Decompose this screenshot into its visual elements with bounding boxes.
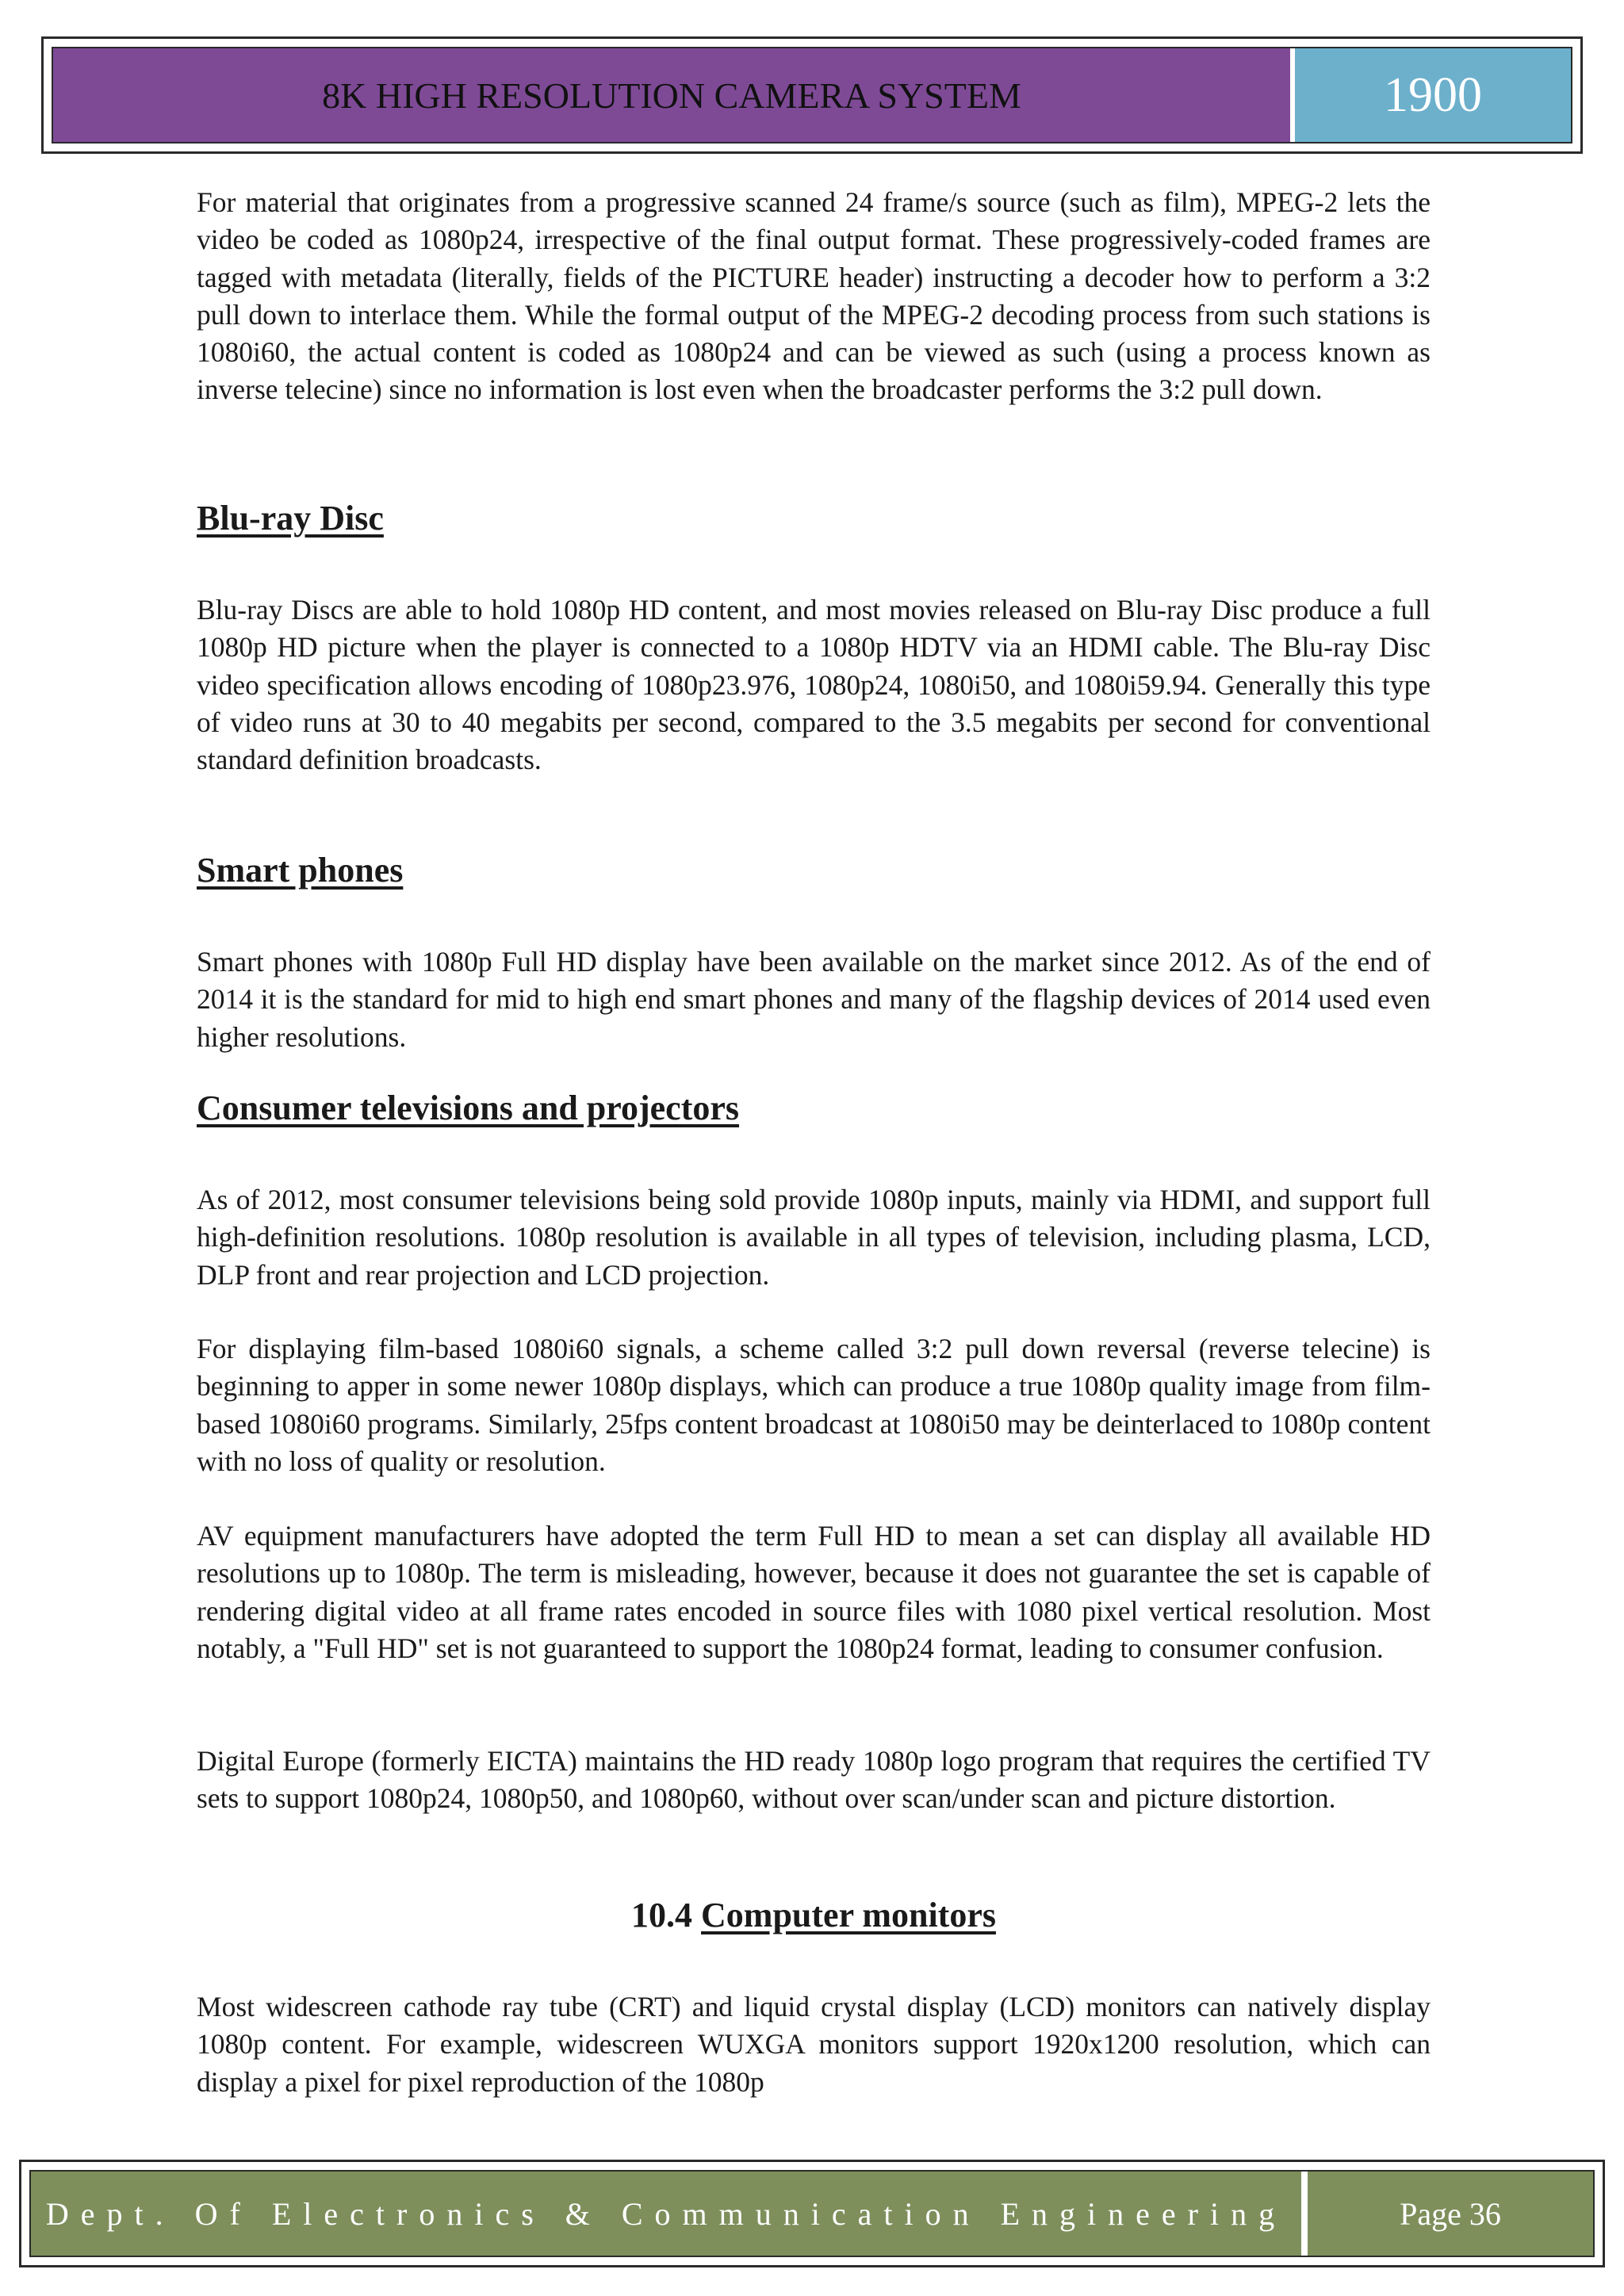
header-number: 1900 — [1295, 48, 1571, 142]
paragraph-digital-europe: Digital Europe (formerly EICTA) maintains the HD ready 1080p logo program that requires the certified TV sets to support 1080p24, 1080p50, and 1080p60, without over scan/under scan and picture distortion. — [197, 1745, 1431, 1815]
paragraph-mpeg2: For material that originates from a progressive scanned 24 frame/s source (such as film), MPEG-2 lets the video be coded as 1080p24, irrespective of the final output format. These progressively-coded frames are tagged with metadata (literally, fields of the PICTURE header) instructing a decoder how to perform a 3:2 pull down to interlace them. While the formal output of the MPEG-2 decoding process from such stations is 1080i60, the actual content is coded as 1080p24 and can be viewed as such (using a process known as inverse telecine) since no information is lost even when the broadcaster performs the 3:2 pull down. — [197, 186, 1431, 406]
footer-department: Dept. Of Electronics & Communication Engineering — [31, 2172, 1308, 2256]
section-title: Computer monitors — [701, 1896, 996, 1934]
heading-smart-phones: Smart phones — [197, 851, 404, 890]
paragraph-computer-monitors: Most widescreen cathode ray tube (CRT) and liquid crystal display (LCD) monitors can natively display 1080p content. For example, widescreen WUXGA monitors support 1920x1200 resolution, which can display a pixel for pixel reproduction of the 1080p — [197, 1991, 1431, 2098]
page-header — [41, 36, 1583, 154]
header-inner — [52, 47, 1572, 144]
heading-consumer-tv: Consumer televisions and projectors — [197, 1089, 740, 1127]
paragraph-bluray: Blu-ray Discs are able to hold 1080p HD content, and most movies released on Blu-ray Disc produce a full 1080p HD picture when the player is connected to a 1080p HDTV via an HDMI cable. The Blu-ray Disc video specification allows encoding of 1080p23.976, 1080p24, 1080i50, and 1080i59.94. Generally this type of video runs at 30 to 40 megabits per second, compared to the 3.5 megabits per second for conventional standard definition broadcasts. — [197, 594, 1431, 776]
footer-inner — [29, 2170, 1595, 2257]
heading-bluray: Blu-ray Disc — [197, 499, 384, 538]
paragraph-full-hd: AV equipment manufacturers have adopted the term Full HD to mean a set can display all available HD resolutions up to 1080p. The term is misleading, however, because it does not guarantee the set is capable of rendering digital video at all frame rates encoded in source files with 1080 pixel vertical resolution. Most notably, a "Full HD" set is not guaranteed to support the 1080p24 format, leading to consumer confusion. — [197, 1520, 1431, 1664]
paragraph-film-based: For displaying film-based 1080i60 signals, a scheme called 3:2 pull down reversal (reverse telecine) is beginning to apper in some newer 1080p displays, which can produce a true 1080p quality image from film-based 1080i60 programs. Similarly, 25fps content broadcast at 1080i50 may be deinterlaced to 1080p content with no loss of quality or resolution. — [197, 1333, 1431, 1477]
header-title: 8K HIGH RESOLUTION CAMERA SYSTEM — [53, 48, 1295, 142]
footer-page-number: Page 36 — [1308, 2172, 1593, 2256]
section-number: 10.4 — [631, 1896, 693, 1934]
page-footer — [19, 2160, 1605, 2267]
section-heading-computer-monitors — [197, 1895, 1431, 1935]
paragraph-consumer-tv: As of 2012, most consumer televisions being sold provide 1080p inputs, mainly via HDMI, and support full high-definition resolutions. 1080p resolution is available in all types of television, including plasma, LCD, DLP front and rear projection and LCD projection. — [197, 1184, 1431, 1291]
paragraph-smart-phones: Smart phones with 1080p Full HD display have been available on the market since 2012. As of the end of 2014 it is the standard for mid to high end smart phones and many of the flagship devices of 2014 used even higher resolutions. — [197, 946, 1431, 1053]
